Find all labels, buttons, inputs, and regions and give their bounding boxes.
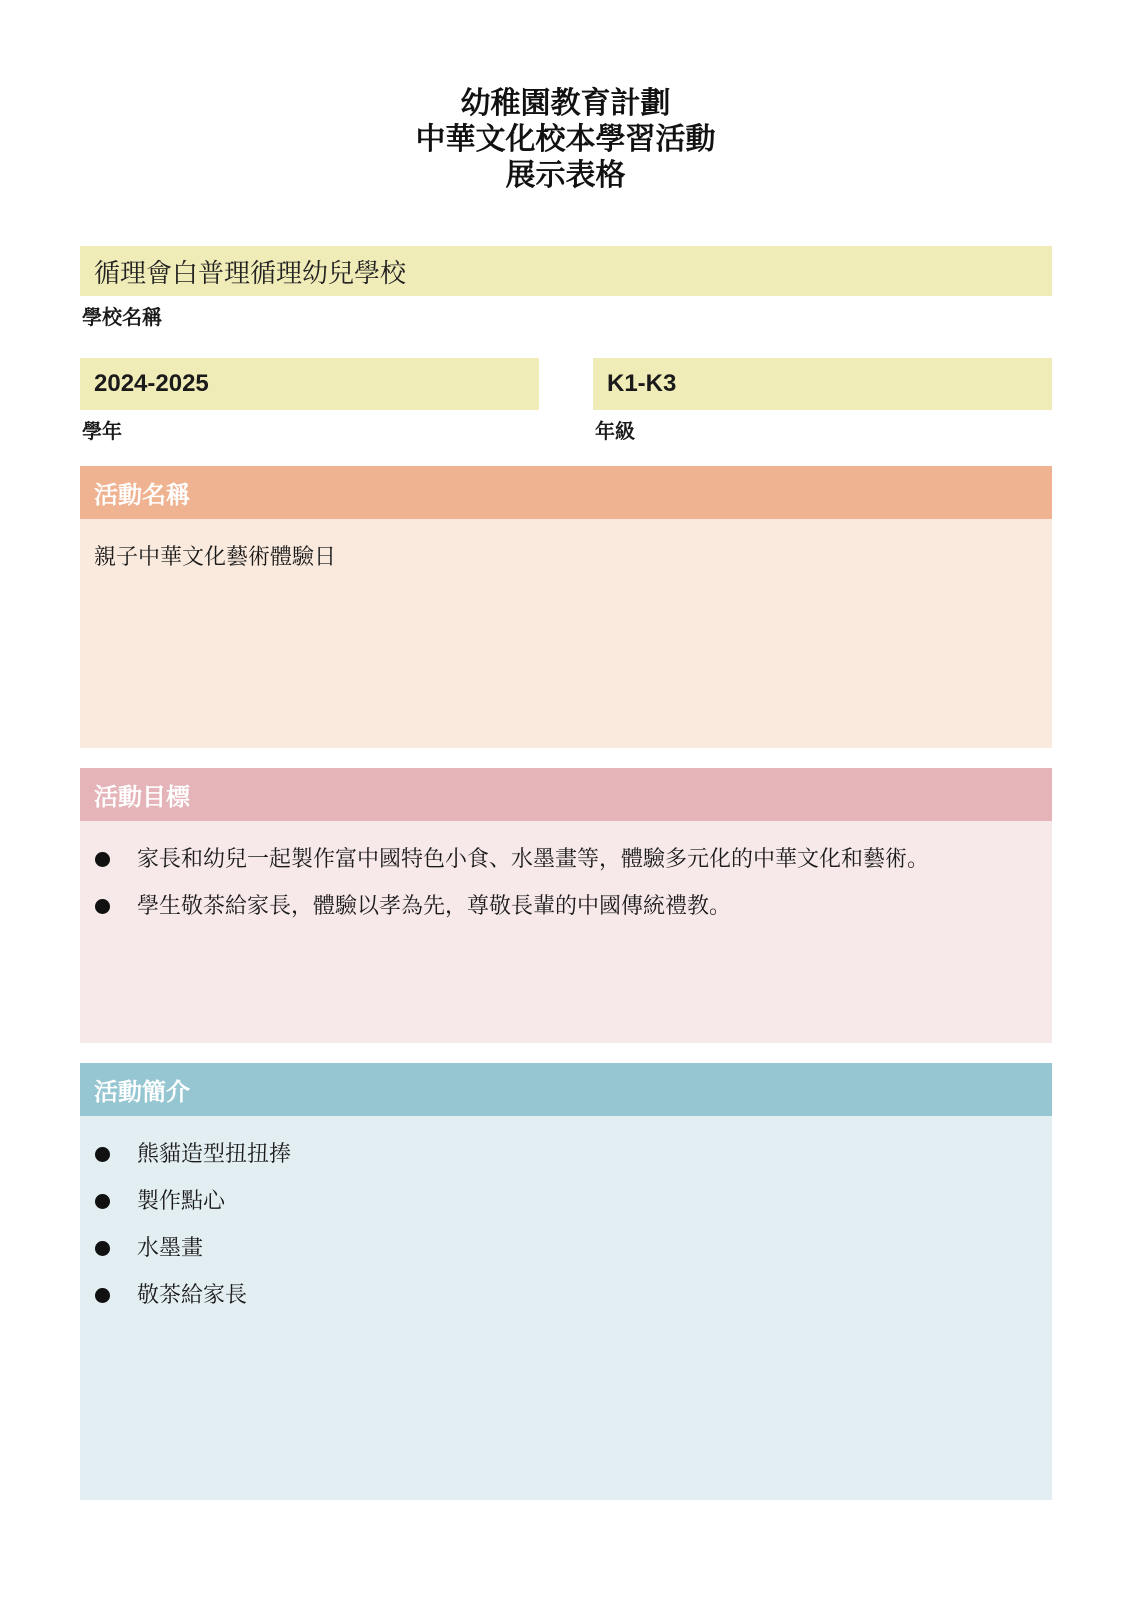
grade-label: 年級 [595,421,635,443]
intro-item-text: 敬茶給家長 [137,1282,248,1307]
bullet-icon [95,1288,110,1303]
section-activity-goals-body [80,821,1052,1043]
section-activity-intro [80,1063,1052,1500]
school-name-value: 循理會白普理循理幼兒學校 [94,257,407,288]
school-year-value: 2024-2025 [94,370,209,397]
intro-item [94,1187,1032,1215]
grade-column [593,358,1052,444]
bullet-icon [95,1147,110,1162]
bullet-icon [95,852,110,867]
section-activity-name-body [80,519,1052,748]
section-activity-intro-body [80,1116,1052,1500]
page-title-line-1: 幼稚園教育計劃 [460,87,671,120]
school-year-field [80,358,539,410]
intro-item [94,1140,1032,1168]
school-name-label: 學校名稱 [82,307,162,329]
section-activity-goals-header: 活動目標 [80,768,1052,821]
intro-item [94,1234,1032,1262]
section-activity-name [80,466,1052,748]
intro-item [94,1281,1032,1309]
year-column [80,358,539,444]
activity-name-text: 親子中華文化藝術體驗日 [94,544,337,569]
intro-item-text: 製作點心 [137,1188,226,1213]
page-title [0,0,1131,194]
school-year-label: 學年 [82,421,122,443]
goal-item-text: 家長和幼兒一起製作富中國特色小食、水墨畫等，體驗多元化的中華文化和藝術。 [137,846,930,871]
school-name-field [80,246,1052,296]
section-activity-goals [80,768,1052,1043]
goal-item-text: 學生敬茶給家長，體驗以孝為先，尊敬長輩的中國傳統禮教。 [137,893,732,918]
grade-field [593,358,1052,410]
goal-item [94,892,1032,920]
form-content [80,246,1052,1500]
page-title-line-2: 中華文化校本學習活動 [415,123,716,156]
goal-item [94,845,1032,873]
bullet-icon [95,1241,110,1256]
intro-item-text: 熊貓造型扭扭捧 [137,1141,292,1166]
intro-item-text: 水墨畫 [137,1235,204,1260]
bullet-icon [95,1194,110,1209]
grade-value: K1-K3 [607,370,677,397]
section-activity-name-header: 活動名稱 [80,466,1052,519]
page-title-line-3: 展示表格 [505,159,626,192]
bullet-icon [95,899,110,914]
year-grade-row [80,358,1052,444]
section-activity-intro-header: 活動簡介 [80,1063,1052,1116]
